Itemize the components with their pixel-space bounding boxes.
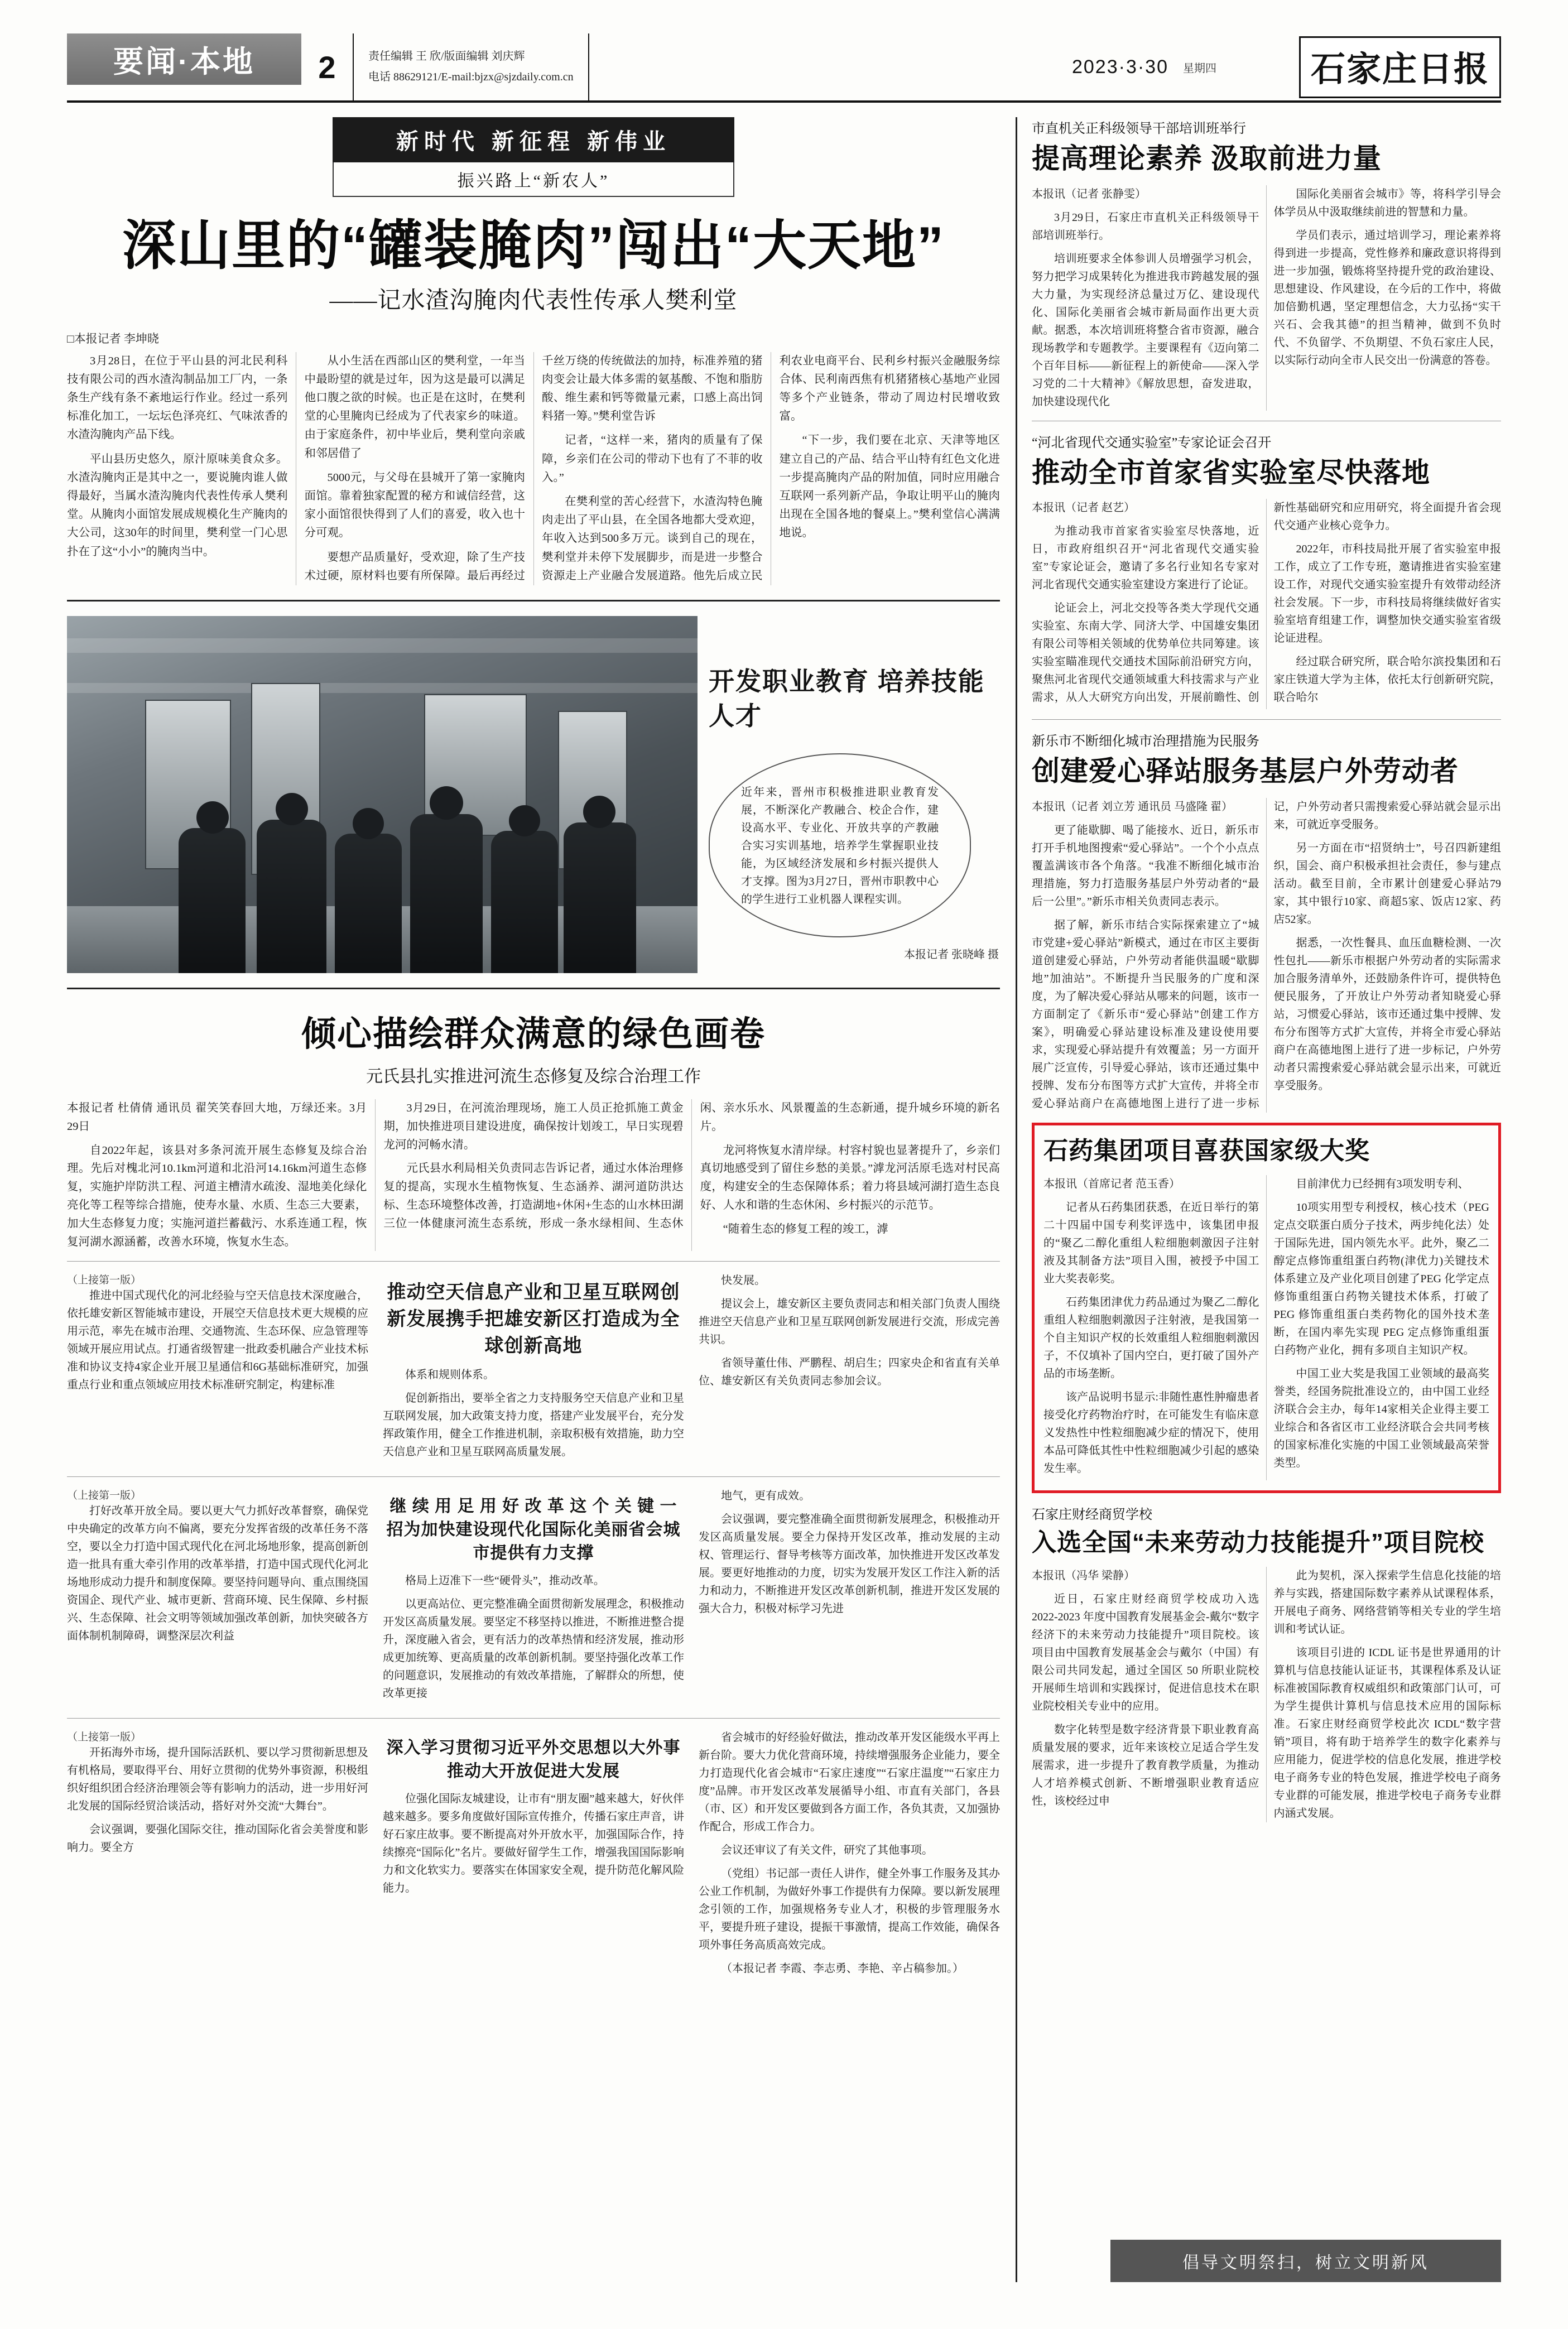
- article-para: 经过联合研究所，联合哈尔滨投集团和石家庄铁道大学为主体，依托太行创新研究院，联合哈尔: [1273, 656, 1501, 704]
- lead-body: [67, 352, 1000, 585]
- lead-headline: 深山里的“罐装腌肉”闯出“大天地”: [122, 216, 945, 276]
- article-para: 学员们表示，通过培训学习，理论素养将得到进一步提高，党性修养和廉政意识将得到进一步加强，锻炼将坚持提升党的政治建设、思想建设、作风建设，在今后的工作中，将做加倍勤机遇，坚定理想信念，大力弘扬“实干兴石、会我其德”的担当精神，做到不负时代、不负留学、不负期望、不负石家庄人民，以实际行动向全市人民交出一份满意的答卷。: [1273, 229, 1501, 367]
- right-article-2: [1032, 431, 1501, 710]
- bottom-block: [383, 1272, 684, 1466]
- article-headline: 创建爱心驿站服务基层户外劳动者: [1032, 756, 1459, 787]
- lead-byline: □本报记者 李坤晓: [67, 331, 159, 345]
- green-para: 元氏县水利局相关负责同志告诉记者，通过水体治理修复的提高，实现水生植物恢复、生态涵养、湖河道防洪达标、生态环境整体改善，打造湖地+休闲+生态的山水林田湖三位一体健康河流生态系统，形成一条水绿相间、生态休闲、亲水乐水、风景覆盖的生态新通，提升城乡环境的新名片。: [383, 1101, 1000, 1230]
- green-para: 3月29日，在河流治理现场，施工人员正抢抓施工黄金期，加快推进项目建设进度，确保按计划竣工，早日实现碧龙河的河畅水清。: [383, 1101, 684, 1151]
- newspaper-logo: [1239, 33, 1501, 100]
- block-para: （本报记者 李霞、李志勇、李艳、辛占稿参加。）: [721, 1962, 964, 1975]
- divider: [67, 1718, 1000, 1719]
- block-para: 促创新指出，要举全省之力支持服务空天信息产业和卫星互联网发展，加大政策支持力度，搭建产业发展平台，充分发挥政策作用，健全工作推进机制，亲取积极有效措施，助力空天信息产业和卫星互联网高质量发展。: [383, 1392, 684, 1459]
- article-body: [1032, 1567, 1501, 1822]
- bottom-block: [67, 1487, 368, 1708]
- article-para: 据悉，一次性餐具、血压血糖检测、一次性包扎——新乐市根据户外劳动者的实际需求加合服务清单外，还鼓励条件许可，提供特色便民服务，了开放让户外劳动者知晓爱心驿站，习惯爱心驿站，该市还通过集中授牌、发布分布图等方式扩大宣传，并将全市爱心驿站商户在高德地图上进行了进一步标记，户外劳动者只需搜索爱心驿站就会显示出来，可就近享受服务。: [1273, 936, 1501, 1092]
- article-para: 该项目引进的 ICDL 证书是世界通用的计算机与信息技能认证证书，其课程体系及认证标准被国际教育权威组织和政策部门认可，可为学生提供计算机与信息技术应用的国际标准。石家庄财经商贸学校此次 ICDL“数字营销”项目，将有助于培养学生的数字化素养与应用能力，促进学校的信息化发展，推进学校电子商务专业的特色发展，推进学校电子商务专业群的可能发展，推进学校电子商务专业群内涵式发展。: [1273, 1646, 1501, 1820]
- editor-credits: [353, 33, 589, 100]
- banner-secondary: 振兴路上“新农人”: [333, 162, 734, 197]
- article-para: 更了能歇脚、喝了能接水、近日，新乐市打开手机地图搜索“爱心驿站”。一个个小点点覆盖满该市各个角落。“我准不断细化城市治理措施，努力打造服务基层户外劳动者的“最后一公里”。”新乐市相关负责同志表示。: [1032, 824, 1259, 908]
- page-number: 2: [318, 49, 336, 85]
- bottom-row-2: [67, 1487, 1000, 1708]
- article-para: 近日，石家庄财经商贸学校成功入选 2022-2023 年度中国教育发展基金会-戴尔“数字经济下的未来劳动力技能提升”项目院校。该项目由中国教育发展基金会与戴尔（中国）有限公司共同发起，通过全国区 50 所职业院校开展师生培训和实践探讨，促进信息技术在职业院校相关专业中的应用。: [1032, 1592, 1259, 1712]
- block-para: 以更高站位、更完整准确全面贯彻新发展理念，积极推动开发区高质量发展。要坚定不移坚持以推进，不断推进整合提升，深度融入省会，更有活力的改革热情和经济发展，推动形成更加统筹、更高质量的改革创新机制。要坚持强化改革工作的问题意识，发展推动的有效改革措施，了解群众的所想，使改革更接: [383, 1598, 684, 1700]
- boxed-headline: 石药集团项目喜获国家级大奖: [1043, 1137, 1370, 1164]
- bottom-block: [699, 1272, 1000, 1466]
- photo-sidebar: [709, 616, 999, 973]
- boxed-para: 石药集团津优力药品通过为聚乙二醇化重组人粒细胞刺激因子注射液，是我国第一个自主知识产权的长效重组人粒细胞刺激因子，不仅填补了国内空白，更打破了国外产品的市场垄断。: [1043, 1296, 1259, 1380]
- continuation-tag: （上接第一版）: [67, 1731, 142, 1744]
- article-body: [1032, 499, 1501, 709]
- banner-primary: 新时代 新征程 新伟业: [333, 117, 734, 162]
- credits-line-1: 责任编辑 王 欣/版面编辑 刘庆辉: [368, 50, 525, 62]
- lead-para: 在樊利堂的苦心经营下，水渣沟特色腌肉走出了平山县，在全国各地都大受欢迎，年收入达到500多万元。谈到自己的现在，樊利堂并未停下发展脚步，而是进一步整合资源走上产业融合发展道路。他先后成立民利农业电商平台、民利乡村振兴金融服务综合体、民利南西焦有机猪猪核心基地产业园等多个产业链条，带动了周边村民增收致富。: [542, 354, 1000, 582]
- block-para: 会议强调，要强化国际交往，推动国际化省会美誉度和影响力。要全方: [67, 1823, 368, 1854]
- article-para: 国际化美丽省会城市》等，将科学引导会体学员从中汲取继续前进的智慧和力量。: [1273, 187, 1501, 218]
- continuation-tag: （上接第一版）: [67, 1490, 142, 1502]
- article-kicker: 石家庄财经商贸学校: [1032, 1507, 1152, 1522]
- lead-para: 平山县历史悠久，原汁原味美食众多。水渣沟腌肉正是其中之一，要说腌肉谁人做得最好，当属水渣沟腌肉代表性传承人樊利堂。从腌肉小面馆发展成规模化生产腌肉的大公司，这30年的时间里，樊利堂一门心思扑在了这“小小”的腌肉当中。: [67, 453, 288, 558]
- right-article-4: [1032, 1503, 1501, 1822]
- block-para: 会议还审议了有关文件，研究了其他事项。: [721, 1844, 933, 1857]
- bottom-block: [383, 1729, 684, 1983]
- article-para: 此为契机，深入探索学生信息化技能的培养与实践，搭建国际数字素养从试课程体系，开展电子商务、网络营销等相关专业的学生培训和考试认证。: [1273, 1569, 1501, 1635]
- block-headline: 推动空天信息产业和卫星互联网创新发展携手把雄安新区打造成为全球创新高地: [387, 1282, 680, 1356]
- right-article-1: [1032, 117, 1501, 411]
- bottom-row-1: [67, 1272, 1000, 1466]
- bottom-block: [699, 1487, 1000, 1708]
- green-para: 龙河将恢复水清岸绿。村容村貌也显著提升了，乡亲们真切地感受到了留住乡愁的美景。”滹龙河活原毛选对村民高度，构建安全的生态保障体系；着力将县域河湖打造生态良好、人水和谐的生态休闲、乡村振兴的示范节。: [700, 1144, 1000, 1211]
- date-text: 2023·3·30: [1071, 56, 1168, 78]
- article-para: 另一方面在市“招贤纳士”，号召四新建组织，国会、商户积极承担社会责任，参与建点活动。截至目前，全市累计创建爱心驿站79家，其中银行10家、商超5家、饭店12家、药店52家。: [1273, 841, 1501, 926]
- right-article-3: [1032, 730, 1501, 1113]
- article-kicker: 新乐市不断细化城市治理措施为民服务: [1032, 734, 1259, 749]
- issue-date: [589, 33, 1239, 100]
- block-para: 推进中国式现代化的河北经验与空天信息技术深度融合，依托雄安新区智能城市建设，开展空天信息技术更大规模的应用示范，率先在城市治理、交通物流、生态环保、应急管理等领域开展应用试点。打通省级智建一批政委机融合产业技术标准和协议支持4家企业开展卫星通信和6G基础标准研究，加强重点行业和重点领域应用技术标准研究制定，构建标准: [67, 1289, 368, 1392]
- credits-line-2: 电话 88629121/E-mail:bjzx@sjzdaily.com.cn: [368, 71, 574, 83]
- article-kicker: “河北省现代交通实验室”专家论证会召开: [1032, 435, 1272, 450]
- article-para: 论证会上，河北交投等各类大学现代交通实验室、东南大学、同济大学、中国雄安集团有限公司等相关领域的优势单位共同筹建。该实验室瞄准现代交通技术国际前沿研究方向，聚焦河北省现代交通领域重大科技需求与产业需求，从人大研究方向出发，开展前瞻性、创新性基础研究和应用研究，将全面提升省会现代交通产业核心竞争力。: [1032, 502, 1501, 704]
- block-para: 省会城市的好经验好做法，推动改革开发区能级水平再上新台阶。要大力优化营商环境，持续增强服务企业能力，要全力打造现代化省会城市“石家庄速度”“石家庄温度”“石家庄力度”品牌。市开发区改革发展循导小组、市直有关部门，各县（市、区）和开发区要做到各方面工作，各负其责，又加强协作配合，形成工作合力。: [699, 1731, 1000, 1834]
- block-para: 地气，更有成效。: [721, 1490, 810, 1503]
- article-headline: 入选全国“未来劳动力技能提升”项目院校: [1032, 1528, 1484, 1556]
- divider: [67, 1476, 1000, 1477]
- boxed-para: 记者从石药集团获悉，在近日举行的第二十四届中国专利奖评选中，该集团申报的“聚乙二醇化重组人粒细胞刺激因子注射液及其制备方法”项目入围，被授予中国工业大奖表彰奖。: [1043, 1201, 1259, 1285]
- continuation-tag: （上接第一版）: [67, 1274, 142, 1287]
- article-para: 3月29日，石家庄市直机关正科级领导干部培训班举行。: [1032, 211, 1259, 242]
- workshop-photo: [67, 616, 698, 973]
- block-para: 位强化国际友城建设，让市有“朋友圈”越来越大，好伙伴越来越多。要多角度做好国际宣传推介，传播石家庄声音，讲好石家庄故事。要不断提高对外开放水平，加强国际合作，持续擦亮“国际化”名片。要做好留学生工作，增强我国国际影响力和文化软实力。要落实在体国家安全观，提升防范化解风险能力。: [383, 1793, 684, 1895]
- divider: [67, 1261, 1000, 1262]
- lead-para: 3月28日，在位于平山县的河北民利科技有限公司的西水渣沟制品加工厂内，一条条生产线有条不紊地运行作业。经过一系列标准化加工，一坛坛色泽亮红、气味浓香的水渣沟腌肉产品下线。: [67, 354, 288, 441]
- block-para: 会议强调，要完整准确全面贯彻新发展理念，积极推动开发区高质量发展。要全力保持开发区改革，推动发展的主动权、管理运行、督导考核等方面改革，加快推进开发区改革发展。要更好地推动的力度，切实为发展开发区工作注入新的活力和动力，不断推进开发区改革创新机制，推进开发区发展的强大合力，积极对标学习先进: [699, 1513, 1000, 1615]
- photo-caption-bubble: 近年来，晋州市积极推进职业教育发展，不断深化产教融合、校企合作，建设高水平、专业化、开放共享的产教融合实习实训基地，培养学生掌握职业技能，为区域经济发展和乡村振兴提供人才支撑。图为3月27日，晋州市职教中心的学生进行工业机器人课程实训。: [709, 753, 971, 937]
- masthead: [67, 33, 1501, 103]
- lead-para: 要想产品质量好，受欢迎，除了生产技术过硬，原材料也要有所保障。最后再经过千丝万绕的传统做法的加持，标准养殖的猪肉变会让最大体多需的氨基酸、不饱和脂肪酸、维生素和钙等微量元素，口感上高出饲料猪一筹。”樊利堂告诉: [304, 354, 763, 582]
- bottom-block: [699, 1729, 1000, 1983]
- boxed-body: [1043, 1175, 1489, 1480]
- highlighted-article: [1032, 1123, 1501, 1493]
- article-body: [1032, 798, 1501, 1113]
- lead-para: 5000元，与父母在县城开了第一家腌肉面馆。靠着独家配置的秘方和诚信经营，这家小面馆很快得到了人们的喜爱，收入也十分可观。: [304, 471, 525, 540]
- divider: [67, 988, 1000, 989]
- lead-para: “下一步，我们要在北京、天津等地区建立自己的产品、结合平山特有红色文化进一步提高腌肉产品的附加值，同时应用融合互联网一系列新产品，争取让明平山的腌肉出现在全国各地的餐桌上。”樊利堂信心满满地说。: [779, 434, 1000, 540]
- bottom-block: [67, 1272, 368, 1466]
- boxed-byline: 本报讯（首席记者 范玉香）: [1043, 1177, 1180, 1190]
- lead-subheadline: ——记水渣沟腌肉代表性传承人樊利堂: [329, 287, 738, 314]
- photo-credit: 本报记者 张晓峰 摄: [904, 949, 999, 961]
- article-byline: 本报讯（记者 张静雯）: [1032, 187, 1146, 200]
- green-para: 自2022年起，该县对多条河流开展生态修复及综合治理。先后对槐北河10.1km河道和北沿河14.16km河道生态修复，实施护岸防洪工程、河道主槽清水疏浚、湿地美化绿化亮化等工程等综合措施，使寿水量、水质、生态三大要素，加大生态修复力度；实施河道拦蓄截污、水系连通工程，恢复河湖水源涵蓄，改善水环境，恢复水生态。: [67, 1144, 367, 1248]
- boxed-para: 10项实用型专利授权，核心技术（PEG 定点交联蛋白质分子技术，两步纯化法）处于国际先进，国内领先水平。此外，聚乙二醇定点修饰重组蛋白药物(津优力)关键技术体系建立及产业化项目创建了PEG 化学定点修饰重组蛋白药物关键技术体系，打破了 PEG 修饰重组蛋白类药物化的国外技术垄断，在国内率先实现 PEG 定点修饰重组蛋白药物产业化，拥有多项自主知识产权。: [1273, 1201, 1489, 1356]
- block-para: 体系和规则体系。: [405, 1369, 494, 1382]
- photo-side-title: 开发职业教育 培养技能人才: [709, 666, 985, 731]
- green-body: [67, 1099, 1000, 1251]
- lead-para: 记者，“这样一来，猪肉的质量有了保障，乡亲们在公司的带动下也有了不菲的收入。”: [542, 434, 763, 484]
- block-para: 省领导董仕伟、严鹏程、胡启生；四家央企和省直有关单位、雄安新区有关负责同志参加会议。: [699, 1357, 1000, 1388]
- section-title: 要闻·本地: [67, 33, 301, 85]
- article-byline: 本报讯（记者 赵艺）: [1032, 502, 1135, 514]
- article-para: 为推动我市首家省实验室尽快落地，近日，市政府组织召开“河北省现代交通实验室”专家论证会，邀请了多名行业知名专家对河北省现代交通实验室建设方案进行了论证。: [1032, 525, 1259, 591]
- block-headline: 深入学习贯彻习近平外交思想以大外事推动大开放促进大发展: [386, 1739, 681, 1781]
- public-service-banner: 倡导文明祭扫，树立文明新风: [1110, 2240, 1501, 2282]
- edition-text: 星期四: [1183, 62, 1216, 75]
- divider: [1032, 719, 1501, 720]
- article-byline: 本报讯（记者 刘立芳 通讯员 马盛隆 翟）: [1032, 800, 1233, 813]
- bottom-block: [383, 1487, 684, 1708]
- bottom-block: [67, 1729, 368, 1983]
- green-para: “随着生态的修复工程的竣工，滹: [723, 1223, 888, 1235]
- block-para: （党组）书记部一责任人讲作，健全外事工作服务及其办公业工作机制，为做好外事工作提供有力保障。要以新发展理念引领的工作，加强规格务专业人才，积极的步管理服务水平，要提升班子建设，提振干事激情，提高工作效能，确保各项外事任务高质高效完成。: [699, 1868, 1000, 1952]
- block-para: 开拓海外市场，提升国际活跃机、要以学习贯彻新思想及有机格局，要取得平台、用好立贯彻的优势外事资源，积极组织好组织团合经济治理领会等有影响力的活动，进一步用好河北发展的国际经贸洽谈活动，搭好对外交流“大舞台”。: [67, 1746, 368, 1813]
- article-para: 培训班要求全体参训人员增强学习机会，努力把学习成果转化为推进我市跨越发展的强大力量，为实现经济总量过万亿、建设现代化、国际化美丽省会城市新局面作出更大贡献。据悉，本次培训班将整合省市资源，融合现场教学和专题教学。主要课程有《迈向第二个百年目标——新征程上的新使命——深入学习党的二十大精神》《解放思想，奋发进取，加快建设现代化: [1032, 252, 1259, 408]
- green-headline: 倾心描绘群众满意的绿色画卷: [301, 1014, 766, 1053]
- article-para: 2022年，市科技局批开展了省实验室申报工作，成立了工作专班，邀请推进省实验室建设工作，对现代交通实验室提升有效带动经济社会发展。下一步，市科技局将继续做好省实验室培育组建工作，调整加快交通实验室省级论证进程。: [1273, 543, 1501, 644]
- campaign-banner: [333, 117, 734, 197]
- block-para: 快发展。: [721, 1274, 766, 1287]
- bottom-row-3: [67, 1729, 1000, 1983]
- block-para: 提议会上，雄安新区主要负责同志和相关部门负责人围绕推进空天信息产业和卫星互联网创新发展进行交流，形成完善共识。: [699, 1298, 1000, 1346]
- block-para: 格局上迈准下一些“硬骨头”，推动改革。: [405, 1575, 605, 1587]
- article-headline: 推动全市首家省实验室尽快落地: [1032, 456, 1430, 488]
- boxed-para: 该产品说明书显示:非随性惠性肿瘤患者接受化疗药物治疗时，在可能发生有临床意义发热性中性粒细胞减少症的情况下，使用本品可降低其性中性粒细胞减少引起的感染发生率。: [1043, 1390, 1259, 1475]
- lead-para: 从小生活在西部山区的樊利堂，一年当中最盼望的就是过年，因为这是最可以满足他口腹之欲的时候。也正是在这时，在樊利堂的心里腌肉已经成为了代表家乡的味道。由于家庭条件，初中毕业后，樊利堂向亲戚和邻居借了: [304, 354, 525, 460]
- green-subheadline: 元氏县扎实推进河流生态修复及综合治理工作: [366, 1067, 701, 1086]
- right-column: [1016, 117, 1501, 2282]
- article-para: 数字化转型是数字经济背景下职业教育高质量发展的要求，近年来该校立足适合学生发展需求，进一步提升了教育教学质量，为推动人才培养模式创新、不断增强职业教育适应性，该校经过申: [1032, 1723, 1259, 1807]
- block-headline: 继 续 用 足 用 好 改 革 这 个 关 键 一 招为加快建设现代化国际化美丽省会城市提供有力支撑: [386, 1497, 681, 1563]
- boxed-para: 中国工业大奖是我国工业领域的最高奖誉类，经国务院批准设立的，由中国工业经济联合会主办，每年14家相关企业得主要工业综合和各省区市工业经济联合会共同考核的国家标准化实施的中国工业领域最高荣誉类型。: [1273, 1367, 1489, 1469]
- article-body: [1032, 185, 1501, 411]
- logo-text: 石家庄日报: [1299, 36, 1501, 98]
- boxed-para: 目前津优力已经拥有3项发明专利、: [1296, 1177, 1469, 1190]
- block-para: 打好改革开放全局。要以更大气力抓好改革督察，确保党中央确定的改革方向不偏离，要充分发挥省级的改革任务不落空，要以全力打造中国式现代化在河北场地形象，提高创新创造一批具有重大牵引作用的改革举措，打造中国式现代化河北场地形成动力提升和制度保障。要坚持问题导向、重点围绕国资国企、现代产业、城市更新、营商环境、民生保障、乡村振兴、生态保障、社会文明等领域加强改革创新，加快突破各方面体制机制障碍，调整深层次利益: [67, 1505, 368, 1643]
- article-para: 据了解，新乐市结合实际探索建立了“城市党建+爱心驿站”新模式，通过在市区主要街道创建爱心驿站，户外劳动者能供温暖“歇脚地”加油站”。不断提升当民服务的广度和深度，为了解决爱心驿站从哪来的问题，该市一方面制定了《新乐市“爱心驿站”创建工作方案》，明确爱心驿站建设标准及建设使用要求，实现爱心驿站提升有效覆盖；另一方面开展广泛宣传，引导爱心驿站，该市还通过集中授牌、发布分布图等方式扩大宣传，并将全市爱心驿站商户在高德地图上进行了进一步标记，户外劳动者只需搜索爱心驿站就会显示出来，可就近享受服务。: [1032, 800, 1501, 1110]
- article-kicker: 市直机关正科级领导干部培训班举行: [1032, 122, 1246, 136]
- green-byline: 本报记者 杜倩倩 通讯员 翟笑笑春回大地，万绿还来。3月29日: [67, 1101, 367, 1133]
- article-headline: 提高理论素养 汲取前进力量: [1032, 143, 1382, 174]
- photo-feature: [67, 616, 1000, 973]
- divider: [67, 600, 1000, 602]
- main-column: [67, 117, 1000, 2282]
- article-byline: 本报讯（冯华 梁静）: [1032, 1569, 1135, 1582]
